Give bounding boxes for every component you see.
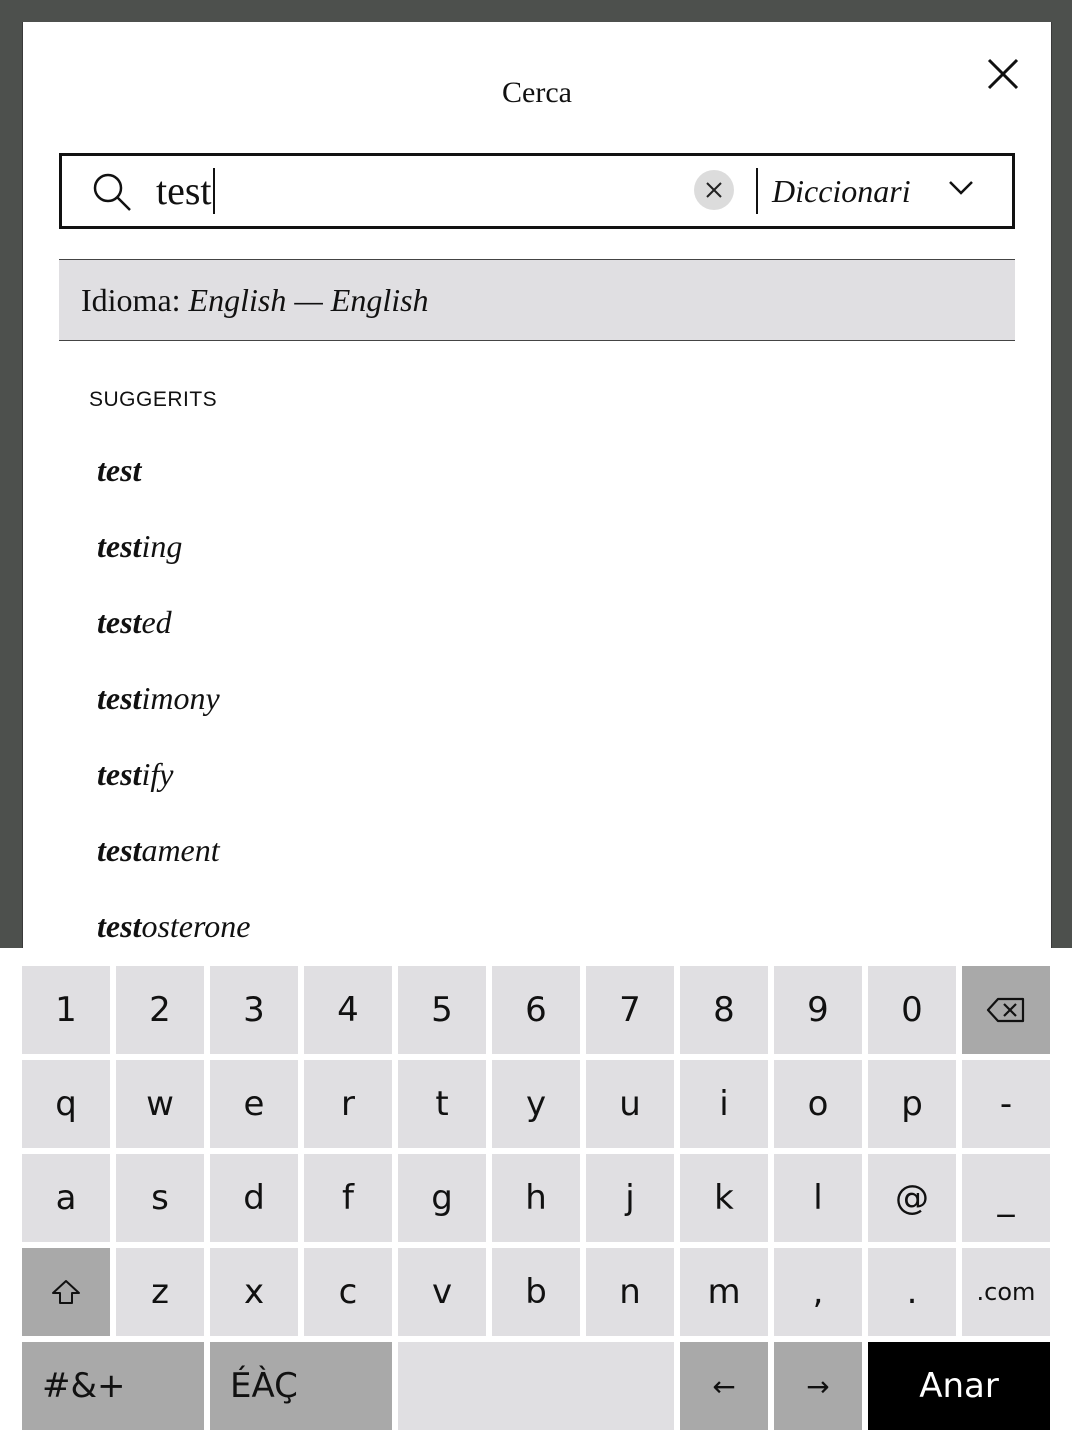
key-p[interactable]: p [868, 1060, 956, 1148]
key-x[interactable]: x [210, 1248, 298, 1336]
key-d[interactable]: d [210, 1154, 298, 1242]
clear-icon [704, 180, 724, 200]
suggestion-item[interactable]: testing [97, 528, 183, 564]
key-8[interactable]: 8 [680, 966, 768, 1054]
suggestion-item[interactable]: tested [97, 604, 172, 640]
key-c[interactable]: c [304, 1248, 392, 1336]
key-k[interactable]: k [680, 1154, 768, 1242]
key-e[interactable]: e [210, 1060, 298, 1148]
key-u[interactable]: u [586, 1060, 674, 1148]
key-6[interactable]: 6 [492, 966, 580, 1054]
key-r[interactable]: r [304, 1060, 392, 1148]
key-at[interactable]: @ [868, 1154, 956, 1242]
close-button[interactable] [985, 56, 1021, 92]
key-1[interactable]: 1 [22, 966, 110, 1054]
suggestion-item[interactable]: testament [97, 832, 220, 868]
page-title: Cerca [502, 76, 572, 109]
key-9[interactable]: 9 [774, 966, 862, 1054]
suggestions-list [97, 432, 997, 964]
shift-icon [51, 1279, 81, 1305]
language-prefix: Idioma: [81, 282, 181, 318]
search-icon [92, 172, 132, 212]
shift-key[interactable] [22, 1248, 110, 1336]
key-s[interactable]: s [116, 1154, 204, 1242]
key-o[interactable]: o [774, 1060, 862, 1148]
clear-search-button[interactable] [694, 170, 734, 210]
suggestions-header: SUGGERITS [89, 388, 218, 411]
key-a[interactable]: a [22, 1154, 110, 1242]
language-selector[interactable] [59, 259, 1015, 341]
search-scope-label: Diccionari [772, 173, 911, 209]
key-3[interactable]: 3 [210, 966, 298, 1054]
key-n[interactable]: n [586, 1248, 674, 1336]
accents-key[interactable]: ÉÀÇ [210, 1342, 392, 1430]
suggestion-item[interactable]: testify [97, 756, 174, 792]
search-panel [22, 22, 1052, 948]
key-q[interactable]: q [22, 1060, 110, 1148]
key-z[interactable]: z [116, 1248, 204, 1336]
key-l[interactable]: l [774, 1154, 862, 1242]
key-5[interactable]: 5 [398, 966, 486, 1054]
search-box [59, 153, 1015, 229]
key-f[interactable]: f [304, 1154, 392, 1242]
key-y[interactable]: y [492, 1060, 580, 1148]
key-period[interactable]: . [868, 1248, 956, 1336]
key-t[interactable]: t [398, 1060, 486, 1148]
key-g[interactable]: g [398, 1154, 486, 1242]
backspace-icon [986, 997, 1026, 1023]
suggestion-item[interactable]: testosterone [97, 908, 251, 944]
key-hyphen[interactable]: - [962, 1060, 1050, 1148]
key-0[interactable]: 0 [868, 966, 956, 1054]
backspace-key[interactable] [962, 966, 1050, 1054]
chevron-down-icon [948, 178, 974, 198]
symbols-key[interactable]: #&+ [22, 1342, 204, 1430]
language-value: English — English [188, 282, 429, 318]
search-input[interactable]: test [156, 168, 215, 214]
key-m[interactable]: m [680, 1248, 768, 1336]
key-b[interactable]: b [492, 1248, 580, 1336]
key-7[interactable]: 7 [586, 966, 674, 1054]
close-icon [985, 56, 1021, 92]
suggestion-item[interactable]: testimony [97, 680, 220, 716]
key-j[interactable]: j [586, 1154, 674, 1242]
space-key[interactable] [398, 1342, 674, 1430]
key-2[interactable]: 2 [116, 966, 204, 1054]
search-scope-dropdown[interactable] [758, 156, 1012, 226]
key-comma[interactable]: , [774, 1248, 862, 1336]
key-w[interactable]: w [116, 1060, 204, 1148]
key-4[interactable]: 4 [304, 966, 392, 1054]
on-screen-keyboard [0, 948, 1072, 1448]
left-arrow-key[interactable]: ← [680, 1342, 768, 1430]
right-arrow-key[interactable]: → [774, 1342, 862, 1430]
key-v[interactable]: v [398, 1248, 486, 1336]
key-i[interactable]: i [680, 1060, 768, 1148]
key-underscore[interactable]: _ [962, 1154, 1050, 1242]
suggestion-item[interactable]: test [97, 452, 142, 488]
key-h[interactable]: h [492, 1154, 580, 1242]
key-dotcom[interactable]: .com [962, 1248, 1050, 1336]
go-key[interactable]: Anar [868, 1342, 1050, 1430]
